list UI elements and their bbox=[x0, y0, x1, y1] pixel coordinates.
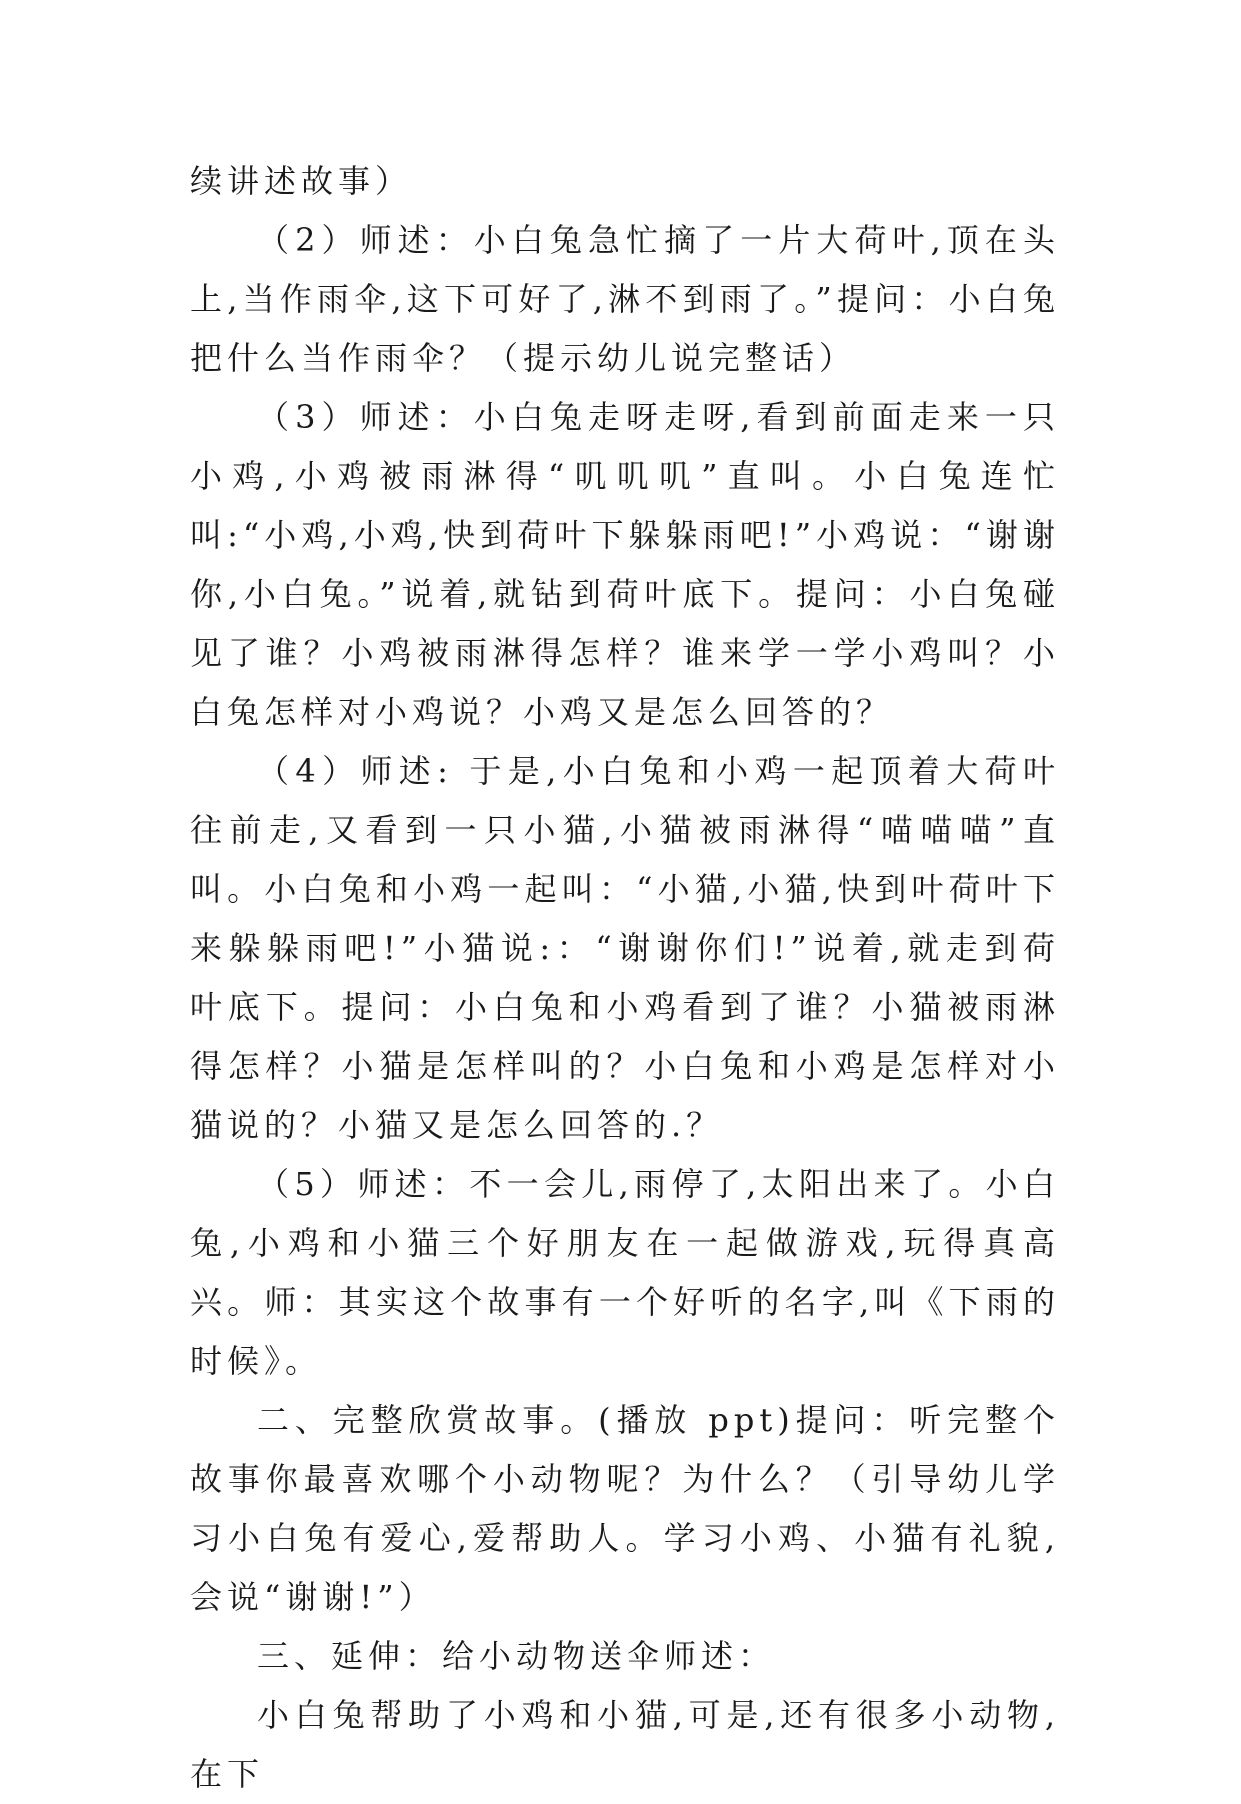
paragraph-step-3: （3）师述：小白兔走呀走呀,看到前面走来一只小鸡,小鸡被雨淋得“叽叽叽”直叫。小白兔连忙叫:“小鸡,小鸡,快到荷叶下躲躲雨吧!”小鸡说：“谢谢你,小白兔。”说着,就钻到荷叶底下。提问：小白兔碰见了谁？小鸡被雨淋得怎样？谁来学一学小鸡叫？小白兔怎样对小鸡说？小鸡又是怎么回答的？ bbox=[190, 398, 1060, 731]
paragraph-step-4: （4）师述: 于是,小白兔和小鸡一起顶着大荷叶往前走,又看到一只小猫,小猫被雨淋得“喵喵喵”直叫。小白兔和小鸡一起叫：“小猫,小猫,快到叶荷叶下来躲躲雨吧!”小猫说:：“谢谢你们!”说着,就走到荷叶底下。提问：小白兔和小鸡看到了谁？小猫被雨淋得怎样？小猫是怎样叫的？小白兔和小鸡是怎样对小猫说的？小猫又是怎么回答的.？ bbox=[190, 752, 1060, 1144]
paragraph-step-5: （5）师述：不一会儿,雨停了,太阳出来了。小白兔,小鸡和小猫三个好朋友在一起做游戏,玩得真高兴。师：其实这个故事有一个好听的名字,叫《下雨的时候》。 bbox=[190, 1165, 1060, 1380]
document-page bbox=[190, 152, 1060, 1804]
paragraph-continuation: 续讲述故事） bbox=[190, 162, 413, 200]
paragraph-step-2: （2）师述：小白兔急忙摘了一片大荷叶,顶在头上,当作雨伞,这下可好了,淋不到雨了。”提问：小白兔把什么当作雨伞？（提示幼儿说完整话） bbox=[190, 221, 1060, 377]
paragraph-extension-text: 小白兔帮助了小鸡和小猫,可是,还有很多小动物,在下 bbox=[190, 1696, 1060, 1793]
paragraph-section-2: 二、完整欣赏故事。(播放 ppt)提问：听完整个故事你最喜欢哪个小动物呢？为什么？（引导幼儿学习小白兔有爱心,爱帮助人。学习小鸡、小猫有礼貌,会说“谢谢!”） bbox=[190, 1401, 1060, 1616]
paragraph-section-3: 三、延伸：给小动物送伞师述： bbox=[257, 1637, 776, 1675]
